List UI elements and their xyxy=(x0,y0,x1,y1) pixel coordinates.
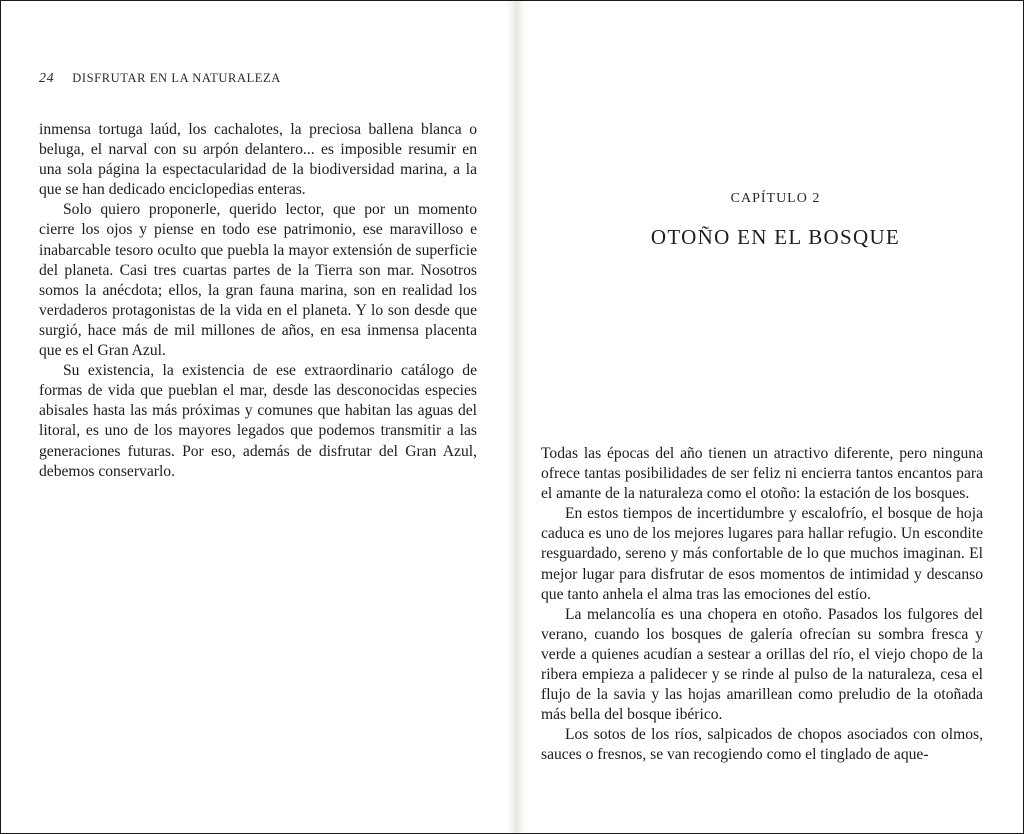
chapter-title: OTOÑO EN EL BOSQUE xyxy=(650,225,901,249)
right-page xyxy=(528,1,1023,833)
paragraph: La melancolía es una chopera en otoño. Pasados los fulgores del verano, cuando los bosques de galería ofrecían su sombra fresca y verde a quienes acudían a sestear a orillas del río, el viejo chopo de la ribera empieza a palidecer y se rinde al pulso de la naturaleza, cesa el flujo de la savia y las hojas amarillean como preludio de la otoñada más bella del bosque ibérico. xyxy=(541,605,983,724)
left-page xyxy=(1,1,506,833)
page-number: 24 xyxy=(39,71,55,86)
paragraph: Su existencia, la existencia de ese extraordinario catálogo de formas de vida que pueblan el mar, desde las desconocidas especies abisales hasta las más próximas y comunes que habitan las aguas del litoral, es uno de los mayores legados que podemos transmitir a las generaciones futuras. Por eso, además de disfrutar del Gran Azul, debemos conservarlo. xyxy=(39,362,477,480)
chapter-label: CAPÍTULO 2 xyxy=(730,191,821,206)
paragraph: Todas las épocas del año tienen un atractivo diferente, pero ninguna ofrece tantas posibilidades de ser feliz ni encierra tantos encantos para el amante de la naturaleza como el otoño: la estación de los bosques. xyxy=(541,445,983,503)
right-page-body xyxy=(541,444,983,766)
paragraph: En estos tiempos de incertidumbre y escalofrío, el bosque de hoja caduca es uno de los mejores lugares para hallar refugio. Un escondite resguardado, sereno y más confortable de lo que muchos imaginan. El mejor lugar para disfrutar de esos momentos de intimidad y descanso que tanto anhela el alma tras las emociones del estío. xyxy=(541,505,983,603)
running-head-title: DISFRUTAR EN LA NATURALEZA xyxy=(72,71,281,85)
paragraph: Solo quiero proponerle, querido lector, que por un momento cierre los ojos y piense en todo ese patrimonio, ese maravilloso e inabarcable tesoro oculto que puebla la mayor extensión de superficie del planeta. Casi tres cuartas partes de la Tierra son mar. Nosotros somos la anécdota; ellos, la gran fauna marina, son en realidad los verdaderos protagonistas de la vida en el planeta. Y lo son desde que surgió, hace más de mil millones de años, en esa inmensa placenta que es el Gran Azul. xyxy=(39,201,477,360)
book-gutter xyxy=(506,1,528,833)
paragraph: inmensa tortuga laúd, los cachalotes, la preciosa ballena blanca o beluga, el narval con su arpón delantero... es imposible resumir en una sola página la espectacularidad de la biodiversidad marina, a la que se han dedicado enciclopedias enteras. xyxy=(39,121,477,199)
paragraph: Los sotos de los ríos, salpicados de chopos asociados con olmos, sauces o fresnos, se van recogiendo como el tinglado de aque- xyxy=(541,726,983,764)
left-page-body xyxy=(39,120,477,482)
running-head xyxy=(39,71,281,87)
